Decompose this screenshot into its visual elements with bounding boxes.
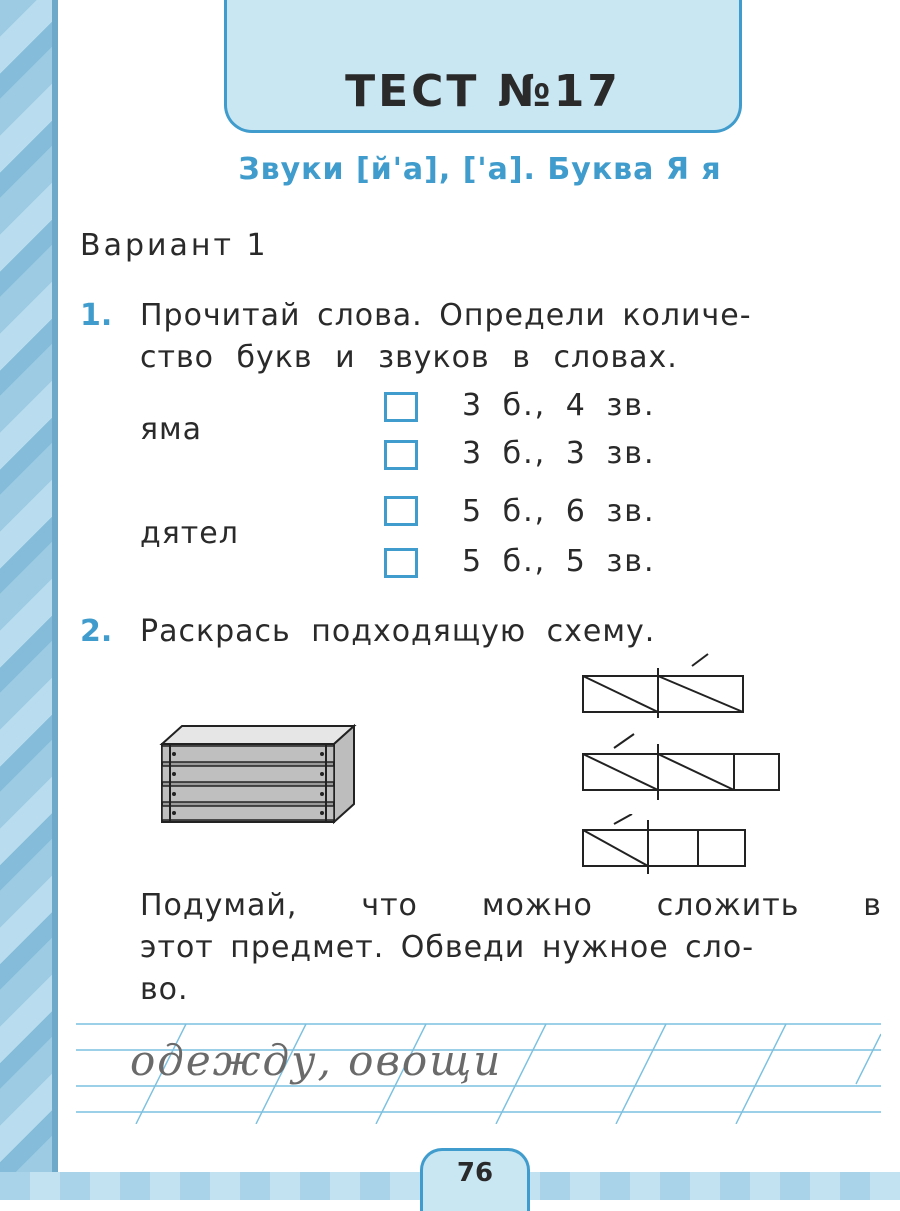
task1-number: 1.	[80, 298, 113, 333]
checkbox-yama-option-2[interactable]	[384, 440, 418, 470]
topic-subtitle: Звуки [й'а], ['а]. Буква Я я	[238, 152, 722, 187]
instruction-line1: Подумай, что можно сложить в	[140, 888, 882, 923]
word-yama: яма	[140, 412, 203, 447]
task1-text-line1: Прочитай слова. Определи количе-	[140, 298, 752, 333]
task2-text: Раскрась подходящую схему.	[140, 614, 656, 649]
instruction-line2: этот предмет. Обведи нужное сло-	[140, 930, 755, 965]
checkbox-yama-option-1[interactable]	[384, 392, 418, 422]
word-dyatel: дятел	[140, 516, 239, 551]
scheme-3[interactable]	[580, 814, 750, 876]
handwritten-answer: одежду, овощи	[130, 1036, 503, 1085]
checkbox-dyatel-option-2[interactable]	[384, 548, 418, 578]
checkbox-dyatel-option-1[interactable]	[384, 496, 418, 526]
decorative-left-border	[0, 0, 58, 1200]
instruction-line3: во.	[140, 972, 189, 1007]
option-yama-1: 3 б., 4 зв.	[462, 388, 656, 423]
option-yama-2: 3 б., 3 зв.	[462, 436, 656, 471]
task2-number: 2.	[80, 614, 113, 649]
option-dyatel-1: 5 б., 6 зв.	[462, 494, 656, 529]
variant-label: Вариант 1	[80, 228, 269, 263]
crate-illustration	[158, 722, 368, 826]
page-number: 76	[456, 1158, 494, 1188]
option-dyatel-2: 5 б., 5 зв.	[462, 544, 656, 579]
scheme-2[interactable]	[580, 732, 784, 802]
page-title: ТЕСТ №17	[345, 66, 621, 117]
scheme-1[interactable]	[580, 652, 750, 718]
task1-text-line2: ство букв и звуков в словах.	[140, 340, 678, 375]
